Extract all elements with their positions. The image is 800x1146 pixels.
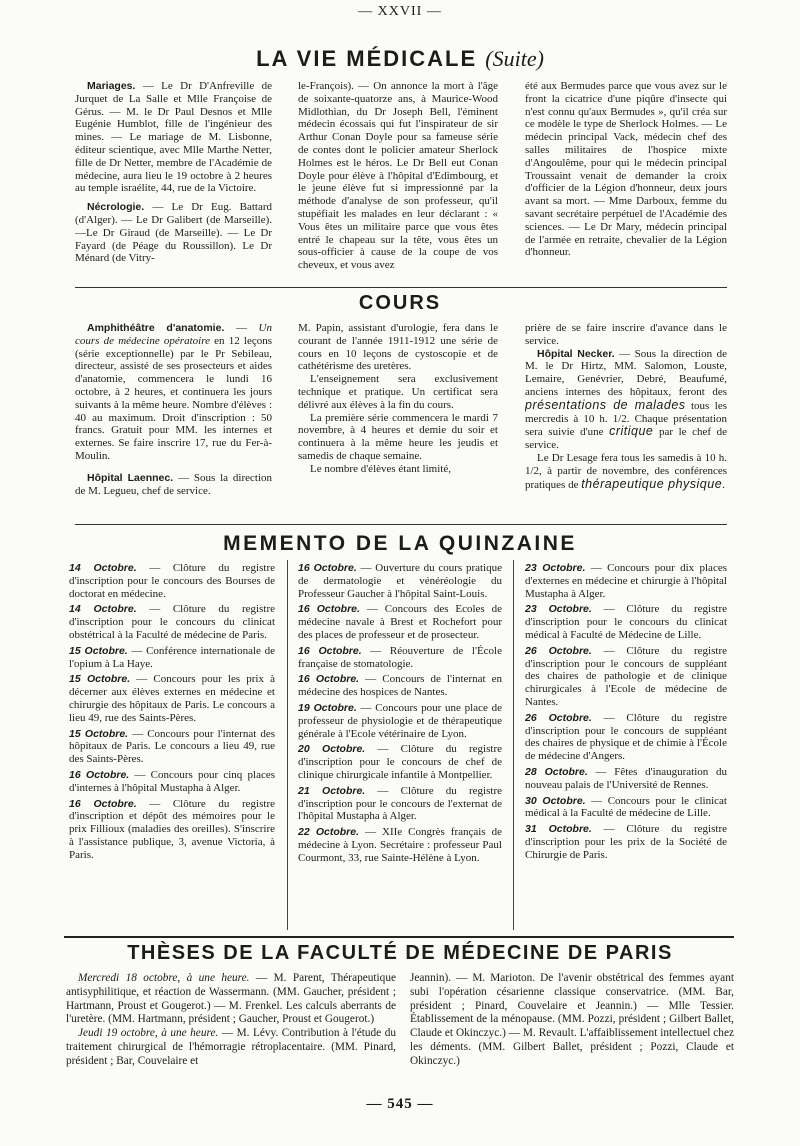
memento-title: MEMENTO DE LA QUINZAINE — [223, 532, 577, 555]
rule-memento-bottom — [64, 936, 734, 938]
memento-entry: 15 Octobre. — Concours pour les prix à décerner aux élèves externes en médecine et chirurgie des hôpitaux de Paris. Le concours a lieu 49, rue des Saints-Pères. — [69, 673, 275, 724]
memento-entry: 15 Octobre. — Conférence internationale de l'opium à La Haye. — [69, 644, 275, 670]
page-number: — 545 — — [366, 1096, 434, 1112]
memento-entry: 16 Octobre. — Concours pour cinq places d'internes à l'hôpital Mustapha à Alger. — [69, 768, 275, 794]
memento-entry: 14 Octobre. — Clôture du registre d'inscription pour le concours des Bourses de doctorat en médecine. — [69, 562, 275, 600]
rule-vie-bottom — [75, 287, 727, 288]
memento-col-2 — [298, 562, 502, 930]
laennec-text: — Sous la direction de M. Legueu, chef de service. — [75, 471, 272, 497]
mariages-lead: Mariages. — [87, 80, 136, 92]
memento-entry: 30 Octobre. — Concours pour le clinicat médical à la Faculté de médecine de Lille. — [525, 794, 727, 820]
memento-entry: 21 Octobre. — Clôture du registre d'inscription pour le concours de l'externat de l'hôpital Mustapha à Alger. — [298, 784, 502, 823]
vie-col-2-text: le-François). — On annonce la mort à l'âge de soixante-quatorze ans, à Maurice-Wood Midlothian, du Dr Joseph Bell, l'éminent médecin écossais qui fut l'inspirateur de sir Arthur Conan Doyle pour sa fameuse série de contes dont le policier amateur Sherlock Holmes est le héros. Le Dr Bell eut Conan Doyle pour élève à l'hôpital d'Edimbourg, et le jeune élève fut si impressionné par la méthode d'analyse de son professeur, qu'il stupéfiait les malades en leur déclarant : « Vous êtes un militaire parce que vous êtes entré le chapeau sur la tête, vous êtes un sous-officier à cause de la coupe de vos cheveux, et vous avez — [298, 80, 498, 272]
amphi-lead: Amphithéâtre d'anatomie. — [87, 322, 225, 334]
theses-col-2 — [410, 972, 734, 1088]
theses-date-2: Jeudi 19 octobre, à une heure. — [78, 1027, 219, 1040]
amphi-em: Un cours de médecine opératoire — [75, 322, 272, 347]
cours-col-1 — [75, 322, 272, 518]
necker-text-3: par le chef de service. — [525, 426, 727, 452]
memento-col-1 — [69, 562, 275, 930]
cours-col-2-p2: L'enseignement sera exclusivement technique et pratique. Un certificat sera délivré aux élèves à la fin du cours. — [298, 373, 498, 411]
vie-col-1 — [75, 80, 272, 280]
theses-col-2-text: Jeannin). — M. Marioton. De l'avenir obstétrical des femmes ayant subi l'opération césarienne classique conservatrice. (MM. Bar, président ; Pinard, Couvelaire et Jeannin.) — Mlle Tessier. Établissement de la ménopause. (MM. Pozzi, président ; Gilbert Ballet, Claude et Okinczyc.) — M. Revault. L'affaiblissement intellectuel chez les déments. (MM. Gilbert Ballet, président ; Pozzi, Claude et Okinczyc.) — [410, 972, 734, 1067]
memento-entry: 20 Octobre. — Clôture du registre d'inscription pour le concours de chef de clinique chirurgicale infantile à Montpellier. — [298, 743, 502, 781]
theses-date-1: Mercredi 18 octobre, à une heure. — [78, 972, 250, 984]
memento-entry: 26 Octobre. — Clôture du registre d'inscription pour le concours de suppléant des chaires de physique et de chimie à l'École de médecine d'Angers. — [525, 711, 727, 763]
memento-entry: 16 Octobre. — Réouverture de l'École française de stomatologie. — [298, 644, 502, 670]
theses-col-1 — [66, 972, 396, 1088]
vie-medicale-title-main: LA VIE MÉDICALE — [256, 46, 478, 71]
cours-title: COURS — [358, 292, 442, 314]
vie-col-2 — [298, 80, 498, 280]
cours-col-2-p1: M. Papin, assistant d'urologie, fera dans le courant de l'année 1911-1912 une série de cours en 10 leçons de cystoscopie et de cathétérisme des uretères. — [298, 322, 498, 373]
memento-col-3 — [525, 562, 727, 930]
memento-divider-2 — [513, 560, 514, 930]
amphi-dash: — — [224, 322, 259, 334]
lesage-text-1: Le Dr Lesage fera tous les samedis à 10 h. 1/2, à partir de novembre, des conférences pratiques de — [525, 451, 727, 491]
vie-col-3 — [525, 80, 727, 280]
memento-divider-1 — [287, 560, 288, 930]
cours-col-3-p1: prière de se faire inscrire d'avance dans le service. — [525, 322, 727, 347]
memento-entry: 15 Octobre. — Concours pour l'internat des hôpitaux de Paris. Le concours a lieu 49, rue des Saints-Pères. — [69, 727, 275, 766]
necker-em-1: présentations de malades — [525, 397, 686, 412]
cours-col-2-p4: Le nombre d'élèves étant limité, — [310, 462, 451, 475]
folio-roman: — XXVII — — [358, 4, 442, 19]
theses-text-1: — M. Parent, Thérapeutique antisyphilitique, et réaction de Wassermann. (MM. Gaucher, président ; Hartmann, Proust et Gougerot.) — M. Frenkel. Les calculs aberrants de l'uretère. (MM. Hartmann, président ; Gaucher, Proust et Gougerot.) — [66, 972, 396, 1026]
necker-em-2: critique — [609, 424, 654, 439]
necrologie-text: — Le Dr Eug. Battard (d'Alger). — Le Dr Galibert (de Marseille). —Le Dr Giraud (de Marseille). — Le Dr Fayard (de Péage du Roussillon). Le Dr Ménard (de Vitry- — [75, 201, 272, 265]
cours-col-3 — [525, 322, 727, 518]
memento-entry: 23 Octobre. — Concours pour dix places d'externes en médecine et chirurgie à l'hôpital Mustapha à Alger. — [525, 562, 727, 600]
vie-medicale-title-suffix: (Suite) — [485, 46, 544, 71]
memento-entry: 28 Octobre. — Fêtes d'inauguration du nouveau palais de l'Université de Rennes. — [525, 765, 727, 791]
memento-entry: 16 Octobre. — Ouverture du cours pratique de dermatologie et vénéréologie du Professeur Gaucher à l'hôpital Saint-Louis. — [298, 562, 502, 600]
memento-entry: 26 Octobre. — Clôture du registre d'inscription pour le concours de suppléant des chaires de pathologie et de clinique chirurgicales à l'Ecole de médecine de Nantes. — [525, 644, 727, 708]
memento-entry: 16 Octobre. — Concours de l'internat en médecine des hospices de Nantes. — [298, 673, 502, 699]
necker-lead: Hôpital Necker. — [537, 347, 615, 360]
memento-entry: 16 Octobre. — Concours des Ecoles de médecine navale à Brest et Rochefort pour des places de professeur et de prosecteur. — [298, 603, 502, 641]
mariages-text: — Le Dr D'Anfreville de Jurquet de La Salle et Mlle Françoise de Gérus. — M. le Dr Paul Desnos et Mlle Eugénie Humblot, fille de l'ingénieur des mines. — Le mariage de M. Lisbonne, éditeur scientique, avec Mlle Marthe Netter, fille de Dr Netter, membre de l'Académie de médecine, aura lieu le 19 octobre à 2 heures au temple israélite, 44, rue de la Victoire. — [75, 80, 272, 195]
lesage-em: thérapeutique physique — [581, 476, 723, 491]
memento-entry: 14 Octobre. — Clôture du registre d'inscription pour le concours du clinicat obstétrical à la Faculté de médecine de Paris. — [69, 603, 275, 641]
theses-title: THÈSES DE LA FACULTÉ DE MÉDECINE DE PARIS — [127, 942, 673, 964]
necrologie-lead: Nécrologie. — [87, 201, 145, 214]
memento-entry: 16 Octobre. — Clôture du registre d'inscription et dépôt des mémoires pour le prix Fillioux (maladies des oreilles). S'inscrire à l'assistance publique, 3, avenue Victoria, à Paris. — [69, 797, 275, 861]
memento-entry: 22 Octobre. — XIIe Congrès français de médecine à Lyon. Secrétaire : professeur Paul Courmont, 33, rue Sainte-Hélène à Lyon. — [298, 826, 502, 864]
rule-cours-bottom — [75, 524, 727, 525]
laennec-lead: Hôpital Laennec. — [87, 471, 174, 484]
cours-col-2 — [298, 322, 498, 518]
amphi-text: en 12 leçons (série exceptionnelle) par le Pr Sebileau, directeur, assisté de ses prosecteurs et aides d'anatomie, commencera le lundi 16 octobre, à 2 heures, et continuera les jours suivants à la même heure. Nombre d'élèves : 40 au maximum. Droit d'inscription : 50 francs. Gratuit pour MM. les internes et externes. Se faire inscrire 17, rue du Fer-à-Moulin. — [75, 334, 272, 462]
memento-entry: 23 Octobre. — Clôture du registre d'inscription pour le concours du clinicat médical à Faculté de Médecine de Lille. — [525, 603, 727, 641]
lesage-text-2: . — [722, 478, 725, 491]
necker-text-2: tous les mercredis à 10 h. 1/2. Chaque présentation sera suivie d'une — [525, 399, 727, 439]
vie-medicale-title — [0, 46, 800, 72]
necker-text-1: — Sous la direction de M. le Dr Hirtz, MM. Salomon, Louste, Lemaire, Genévrier, Debré, Beaufumé, anciens internes des hôpitaux, feront des — [525, 347, 727, 398]
cours-col-2-p3: La première série commencera le mardi 7 novembre, à 4 heures et demie du soir et continuera à la même heure les jeudis et samedis de chaque semaine. — [298, 411, 498, 462]
memento-entry: 19 Octobre. — Concours pour une place de professeur de physiologie et de thérapeutique générale à l'Ecole vétérinaire de Lyon. — [298, 701, 502, 740]
theses-text-2: — M. Lévy. Contribution à l'étude du traitement chirurgical de l'hémorragie rétroplacentaire. (MM. Pinard, président ; Bar, Couvelaire et — [66, 1027, 396, 1067]
memento-entry: 31 Octobre. — Clôture du registre d'inscription pour les prix de la Société de Chirurgie de Paris. — [525, 823, 727, 861]
vie-col-3-text: été aux Bermudes parce que vous avez sur le front la cicatrice d'une piqûre d'insecte qui n'est connu qu'aux Bermudes », qu'il créa sur ce modèle le type de Sherlock Holmes. — Le médecin principal Vack, médecin chef des salles militaires de l'hospice mixte d'Angoulême, pour qui le médecin principal Troussaint venait de demander la croix d'officier de la Légion d'honneur, deux jours avant sa mort. — Mme Darboux, femme du savant secrétaire perpétuel de l'Académie des sciences. — Le Dr Mary, médecin principal de l'armée en retraite, chevalier de la Légion d'honneur. — [525, 80, 727, 259]
